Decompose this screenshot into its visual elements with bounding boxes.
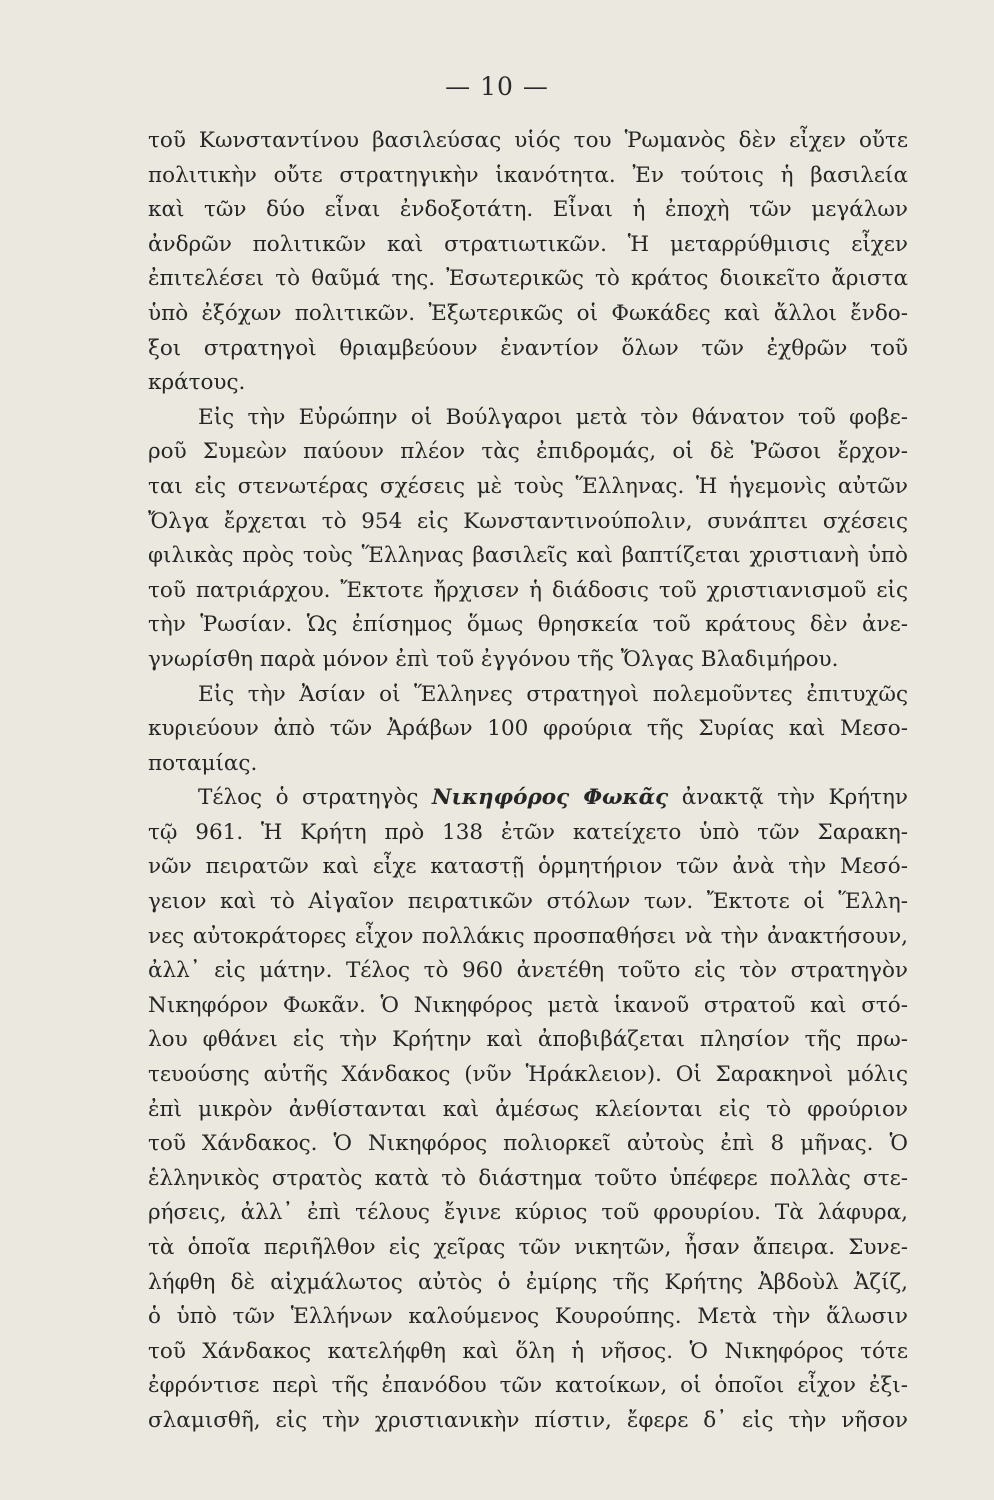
text-line: ἐφρόντισε περὶ τῆς ἐπανόδου τῶν κατοίκων, οἱ ὁποῖοι εἶχον ἐξι- (148, 1373, 908, 1399)
text-line: κυριεύουν ἀπὸ τῶν Ἀράβων 100 φρούρια τῆς Συρίας καὶ Μεσο- (148, 716, 908, 742)
text-line: Νικηφόρον Φωκᾶν. Ὁ Νικηφόρος μετὰ ἱκανοῦ στρατοῦ καὶ στό- (148, 992, 908, 1018)
text-line: τοῦ Χάνδακος. Ὁ Νικηφόρος πολιορκεῖ αὐτοὺς ἐπὶ 8 μῆνας. Ὁ (148, 1131, 908, 1157)
text-line: ἐπιτελέσει τὸ θαῦμά της. Ἐσωτερικῶς τὸ κράτος διοικεῖτο ἄριστα (148, 266, 908, 292)
text-line: τῷ 961. Ἡ Κρήτη πρὸ 138 ἐτῶν κατείχετο ὑπὸ τῶν Σαρακη- (148, 819, 908, 845)
text-line: ροῦ Συμεὼν παύουν πλέον τὰς ἐπιδρομάς, οἱ δὲ Ῥῶσοι ἔρχον- (148, 439, 908, 465)
highlighted-name: Νικηφόρος Φωκᾶς (431, 785, 669, 811)
text-line: ποταμίας. (148, 750, 258, 776)
text-line: ἀλλ᾽ εἰς μάτην. Τέλος τὸ 960 ἀνετέθη τοῦτο εἰς τὸν στρατηγὸν (148, 958, 908, 984)
text-line: κράτους. (148, 370, 246, 396)
text-line: γνωρίσθη παρὰ μόνον ἐπὶ τοῦ ἐγγόνου τῆς Ὄλγας Βλαδιμήρου. (148, 646, 839, 672)
paragraph-1 (148, 124, 908, 401)
text-line: ὑπὸ ἐξόχων πολιτικῶν. Ἐξωτερικῶς οἱ Φωκάδες καὶ ἄλλοι ἔνδο- (148, 300, 908, 326)
page-number: — 10 — (445, 72, 549, 101)
text-line: ἀνδρῶν πολιτικῶν καὶ στρατιωτικῶν. Ἡ μεταρρύθμισις εἶχεν (148, 231, 908, 257)
text-line: νῶν πειρατῶν καὶ εἶχε καταστῇ ὁρμητήριον τῶν ἀνὰ τὴν Μεσό- (148, 854, 908, 880)
text-fragment: Τέλος ὁ στρατηγὸς (198, 785, 432, 811)
text-line: ἐπὶ μικρὸν ἀνθίστανται καὶ ἀμέσως κλείονται εἰς τὸ φρούριον (148, 1096, 908, 1122)
paragraph-2 (148, 401, 908, 678)
text-line: ξοι στρατηγοὶ θριαμβεύουν ἐναντίον ὅλων τῶν ἐχθρῶν τοῦ (148, 335, 908, 361)
text-line: τοῦ πατριάρχου. Ἔκτοτε ἤρχισεν ἡ διάδοσις τοῦ χριστιανισμοῦ εἰς (148, 577, 908, 603)
text-line: ται εἰς στενωτέρας σχέσεις μὲ τοὺς Ἕλληνας. Ἡ ἡγεμονὶς αὐτῶν (148, 473, 908, 499)
text-line: τοῦ Χάνδακος κατελήφθη καὶ ὅλη ἡ νῆσος. Ὁ Νικηφόρος τότε (148, 1338, 908, 1364)
text-line: τὰ ὁποῖα περιῆλθον εἰς χεῖρας τῶν νικητῶν, ἦσαν ἄπειρα. Συνε- (148, 1235, 908, 1260)
text-fragment: ἀνακτᾷ τὴν Κρήτην (668, 785, 908, 811)
text-line: ρήσεις, ἀλλ᾽ ἐπὶ τέλους ἔγινε κύριος τοῦ φρουρίου. Τὰ λάφυρα, (148, 1200, 908, 1226)
text-line: σλαμισθῆ, εἰς τὴν χριστιανικὴν πίστιν, ἔφερε δ᾽ εἰς τὴν νῆσον (148, 1407, 908, 1433)
text-line: γειον καὶ τὸ Αἰγαῖον πειρατικῶν στόλων των. Ἔκτοτε οἱ Ἕλλη- (148, 889, 908, 915)
text-line: ὁ ὑπὸ τῶν Ἑλλήνων καλούμενος Κουρούπης. Μετὰ τὴν ἅλωσιν (148, 1304, 908, 1330)
text-line: Ὄλγα ἔρχεται τὸ 954 εἰς Κωνσταντινούπολιν, συνάπτει σχέσεις (148, 508, 908, 534)
text-line: τευούσης αὐτῆς Χάνδακος (νῦν Ἡράκλειον). Οἱ Σαρακηνοὶ μόλις (148, 1062, 908, 1088)
text-line: Εἰς τὴν Εὐρώπην οἱ Βούλγαροι μετὰ τὸν θάνατον τοῦ φοβε- (198, 404, 908, 430)
text-line: φιλικὰς πρὸς τοὺς Ἕλληνας βασιλεῖς καὶ βαπτίζεται χριστιανὴ ὑπὸ (148, 543, 908, 569)
text-line: λήφθη δὲ αἰχμάλωτος αὐτὸς ὁ ἐμίρης τῆς Κρήτης Ἀβδοὺλ Ἀζίζ, (148, 1269, 908, 1295)
paragraph-3 (148, 678, 908, 782)
text-line: τὴν Ῥωσίαν. Ὡς ἐπίσημος ὅμως θρησκεία τοῦ κράτους δὲν ἀνε- (148, 612, 908, 638)
text-line: νες αὐτοκράτορες εἶχον πολλάκις προσπαθήσει νὰ τὴν ἀνακτήσουν, (148, 923, 908, 949)
text-line: πολιτικὴν οὔτε στρατηγικὴν ἱκανότητα. Ἐν τούτοις ἡ βασιλεία (148, 162, 908, 188)
text-line: Εἰς τὴν Ἀσίαν οἱ Ἕλληνες στρατηγοὶ πολεμοῦντες ἐπιτυχῶς (198, 681, 908, 707)
body-text (148, 124, 908, 1439)
text-line: λου φθάνει εἰς τὴν Κρήτην καὶ ἀποβιβάζεται πλησίον τῆς πρω- (148, 1027, 908, 1053)
text-line-with-name (148, 781, 908, 816)
text-line: ἑλληνικὸς στρατὸς κατὰ τὸ διάστημα τοῦτο ὑπέφερε πολλὰς στε- (148, 1165, 908, 1191)
text-line: τοῦ Κωνσταντίνου βασιλεύσας υἱός του Ῥωμανὸς δὲν εἶχεν οὔτε (148, 128, 908, 153)
paragraph-4 (148, 781, 908, 1438)
text-line: καὶ τῶν δύο εἶναι ἐνδοξοτάτη. Εἶναι ἡ ἐποχὴ τῶν μεγάλων (148, 197, 908, 223)
